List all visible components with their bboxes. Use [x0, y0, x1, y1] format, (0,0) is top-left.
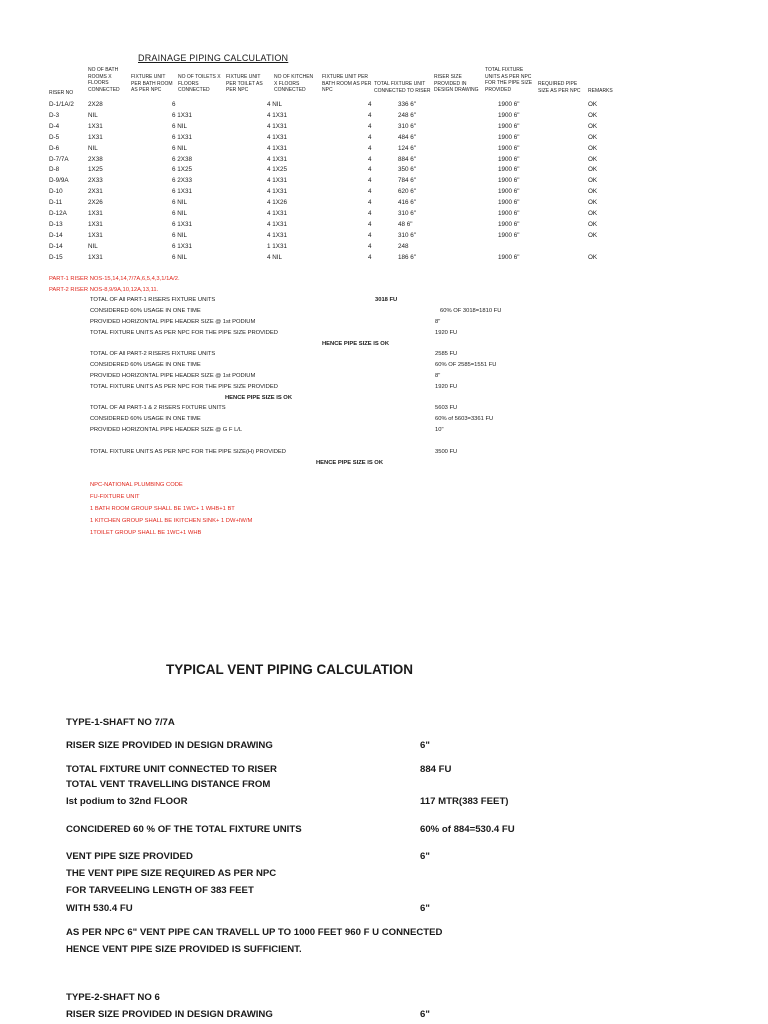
remarks-cell: OK	[588, 220, 598, 228]
p2-header-label: PROVIDED HORIZONTAL PIPE HEADER SIZE @ 1st PODIUM	[90, 373, 256, 379]
p2-npc-value: 1920 FU	[435, 384, 458, 390]
vent-considered-label: CONCIDERED 60 % OF THE TOTAL FIXTURE UNITS	[66, 824, 302, 835]
vent-pipe-value: 6"	[420, 851, 430, 862]
fu-kitchen-cell: 4	[368, 155, 372, 163]
total-npc-cell: 1900 6"	[498, 101, 520, 108]
kitchen-cell: 4 1X31	[267, 144, 287, 152]
total-fu-cell: 310 6"	[398, 210, 416, 217]
total-npc-cell: 1900 6"	[498, 177, 520, 185]
riser-no-cell: D-1/1A/2	[49, 101, 74, 108]
p1-npc-label: TOTAL FIXTURE UNITS AS PER NPC FOR THE PIPE SIZE PROVIDED	[90, 330, 278, 336]
remarks-cell: OK	[588, 177, 598, 185]
total-fu-cell: 336 6"	[398, 101, 416, 108]
fu-kitchen-cell: 4	[368, 242, 372, 250]
toilets-cell: 6 2X38	[172, 155, 192, 163]
vent-riser2-value: 6"	[420, 1009, 430, 1020]
note-kitchen-group: 1 KITCHEN GROUP SHALL BE IKITCHEN SINK+ 1 DW+IW/M	[90, 518, 253, 524]
vent-riser-label: RISER SIZE PROVIDED IN DESIGN DRAWING	[66, 740, 273, 751]
riser-no-cell: D-3	[49, 111, 60, 119]
bathrooms-cell: 1X31	[88, 133, 103, 141]
vent-type2: TYPE-2-SHAFT NO 6	[66, 992, 160, 1003]
total-npc-cell: 1900 6"	[498, 111, 520, 119]
fu-kitchen-cell: 4	[368, 188, 372, 196]
vent-dist-value: 117 MTR(383 FEET)	[420, 796, 509, 807]
remarks-cell: OK	[588, 155, 598, 163]
fu-kitchen-cell: 4	[368, 177, 372, 185]
fu-kitchen-cell: 4	[368, 133, 372, 141]
total-npc-cell: 1900 6"	[498, 144, 520, 152]
p12-result: HENCE PIPE SIZE IS OK	[316, 460, 384, 466]
kitchen-cell: 4 1X31	[267, 188, 287, 196]
toilets-cell: 6 NIL	[172, 231, 188, 239]
riser-no-cell: D-15	[49, 253, 63, 261]
note-bathroom-group: 1 BATH ROOM GROUP SHALL BE 1WC+ 1 WHB+1 BT	[90, 506, 235, 512]
vent-req-line-3: WITH 530.4 FU	[66, 903, 133, 914]
toilets-cell: 6 2X33	[172, 177, 192, 185]
total-fu-cell: 124 6"	[398, 144, 416, 152]
p12-header-value: 10"	[435, 427, 444, 433]
part1-risers: PART-1 RISER NOS-15,14,14,7/7A,6,5,4,3,1/1A/2.	[49, 276, 180, 282]
vent-pipe-label: VENT PIPE SIZE PROVIDED	[66, 851, 193, 862]
kitchen-cell: 4 1X31	[267, 155, 287, 163]
p12-total-value: 5603 FU	[435, 405, 458, 411]
total-fu-cell: 248 6"	[398, 111, 416, 119]
vent-considered-value: 60% of 884=530.4 FU	[420, 824, 515, 835]
total-npc-cell: 1900 6"	[498, 188, 520, 196]
vent-req-value: 6"	[420, 903, 430, 914]
riser-no-cell: D-5	[49, 133, 60, 141]
bathrooms-cell: 2X28	[88, 101, 103, 108]
note-fu: FU-FIXTURE UNIT	[90, 494, 140, 500]
p12-usage-label: CONSIDERED 60% USAGE IN ONE TIME	[90, 416, 201, 422]
total-fu-cell: 784 6"	[398, 177, 416, 185]
kitchen-cell: 4 1X31	[267, 210, 287, 217]
toilets-cell: 6 1X31	[172, 188, 192, 196]
vent-conclusion-2: HENCE VENT PIPE SIZE PROVIDED IS SUFFICIENT.	[66, 944, 302, 955]
header-fu-kitchen: FIXTURE UNIT PER BATH ROOM AS PER NPC	[322, 74, 372, 94]
toilets-cell: 6 NIL	[172, 144, 188, 152]
part2-risers: PART-2 RISER NOS-8,9/9A,10,12A,13,11.	[49, 287, 159, 293]
remarks-cell: OK	[588, 231, 598, 239]
p1-usage-value: 60% OF 3018=1810 FU	[440, 308, 502, 314]
bathrooms-cell: 1X31	[88, 220, 103, 228]
remarks-cell: OK	[588, 101, 598, 108]
total-npc-cell: 1900 6"	[498, 210, 520, 217]
header-fu-bath: FIXTURE UNIT PER BATH ROOM AS PER NPC	[131, 74, 173, 94]
header-riser-size: RISER SIZE PROVIDED IN DESIGN DRAWING	[434, 74, 479, 94]
toilets-cell: 6 1X31	[172, 133, 192, 141]
riser-no-cell: D-4	[49, 122, 60, 130]
p12-usage-value: 60% of 5603=3361 FU	[435, 416, 494, 422]
bathrooms-cell: NIL	[88, 242, 98, 250]
vent-fu-value: 884 FU	[420, 764, 452, 775]
total-fu-cell: 620 6"	[398, 188, 416, 196]
bathrooms-cell: 1X25	[88, 166, 103, 174]
total-fu-cell: 350 6"	[398, 166, 416, 174]
total-fu-cell: 484 6"	[398, 133, 416, 141]
fu-kitchen-cell: 4	[368, 166, 372, 174]
p12-npc-value: 3500 FU	[435, 449, 458, 455]
kitchen-cell: 4 1X31	[267, 122, 287, 130]
total-npc-cell: 1900 6"	[498, 122, 520, 130]
riser-no-cell: D-6	[49, 144, 60, 152]
p1-header-value: 8"	[435, 319, 441, 325]
fu-kitchen-cell: 4	[368, 111, 372, 119]
p2-total-value: 2585 FU	[435, 351, 458, 357]
remarks-cell: OK	[588, 166, 598, 174]
toilets-cell: 6 NIL	[172, 210, 188, 217]
header-remarks: REMARKS	[588, 88, 613, 94]
kitchen-cell: 4 1X31	[267, 133, 287, 141]
total-npc-cell: 1900 6"	[498, 133, 520, 141]
bathrooms-cell: 2X38	[88, 155, 103, 163]
header-bathrooms: NO OF BATH ROOMS X FLOORS CONNECTED	[88, 67, 120, 93]
bathrooms-cell: 1X31	[88, 210, 103, 217]
note-toilet-group: 1TOILET GROUP SHALL BE 1WC+1 WHB	[90, 530, 202, 536]
total-fu-cell: 884 6"	[398, 155, 416, 163]
p2-result: HENCE PIPE SIZE IS OK	[225, 395, 293, 401]
kitchen-cell: 4 NIL	[267, 101, 283, 108]
fu-kitchen-cell: 4	[368, 253, 372, 261]
p1-npc-value: 1920 FU	[435, 330, 458, 336]
riser-no-cell: D-13	[49, 220, 63, 228]
toilets-cell: 6 1X31	[172, 220, 192, 228]
bathrooms-cell: 1X31	[88, 253, 103, 261]
p12-header-label: PROVIDED HORIZONTAL PIPE HEADER SIZE @ G F L/L	[90, 427, 243, 433]
bathrooms-cell: NIL	[88, 111, 98, 119]
riser-no-cell: D-9/9A	[49, 177, 69, 185]
p1-total-label: TOTAL OF All PART-1 RISERS FIXTURE UNITS	[90, 297, 216, 303]
riser-no-cell: D-8	[49, 166, 60, 174]
fu-kitchen-cell: 4	[368, 220, 372, 228]
riser-no-cell: D-10	[49, 188, 63, 196]
total-fu-cell: 186 6"	[398, 253, 416, 261]
p2-usage-label: CONSIDERED 60% USAGE IN ONE TIME	[90, 362, 201, 368]
remarks-cell: OK	[588, 144, 598, 152]
p1-total-value: 3018 FU	[375, 297, 398, 303]
remarks-cell: OK	[588, 122, 598, 130]
remarks-cell: OK	[588, 111, 598, 119]
p12-npc-label: TOTAL FIXTURE UNITS AS PER NPC FOR THE PIPE SIZE(H) PROVIDED	[90, 449, 286, 455]
riser-no-cell: D-12A	[49, 210, 67, 217]
total-npc-cell: 1900 6"	[498, 155, 520, 163]
bathrooms-cell: 2X33	[88, 177, 103, 185]
vent-type1: TYPE-1-SHAFT NO 7/7A	[66, 717, 175, 728]
remarks-cell: OK	[588, 188, 598, 196]
kitchen-cell: 4 1X31	[267, 111, 287, 119]
total-npc-cell: 1900 6"	[498, 231, 520, 239]
total-fu-cell: 48 6"	[398, 220, 413, 228]
total-fu-cell: 310 6"	[398, 122, 416, 130]
bathrooms-cell: 2X26	[88, 199, 103, 207]
kitchen-cell: 4 1X31	[267, 177, 287, 185]
toilets-cell: 6 NIL	[172, 253, 188, 261]
header-fu-toilet: FIXTURE UNIT PER TOILET AS PER NPC	[226, 74, 263, 94]
bathrooms-cell: NIL	[88, 144, 98, 152]
bathrooms-cell: 2X31	[88, 188, 103, 196]
vent-req-line-2: FOR TARVEELING LENGTH OF 383 FEET	[66, 885, 254, 896]
remarks-cell: OK	[588, 199, 598, 207]
fu-bath-cell: 6	[172, 101, 176, 108]
header-total-fu: TOTAL FIXTURE UNIT CONNECTED TO RISER	[374, 81, 431, 94]
toilets-cell: 6 1X25	[172, 166, 192, 174]
toilets-cell: 6 NIL	[172, 122, 188, 130]
p1-header-label: PROVIDED HORIZONTAL PIPE HEADER SIZE @ 1st PODIUM	[90, 319, 256, 325]
vent-req-line-1: THE VENT PIPE SIZE REQUIRED AS PER NPC	[66, 868, 277, 879]
total-fu-cell: 416 6"	[398, 199, 416, 207]
kitchen-cell: 4 1X31	[267, 220, 287, 228]
kitchen-cell: 4 NIL	[267, 253, 283, 261]
kitchen-cell: 1 1X31	[267, 242, 287, 250]
vent-fu-label: TOTAL FIXTURE UNIT CONNECTED TO RISER	[66, 764, 277, 775]
p2-npc-label: TOTAL FIXTURE UNITS AS PER NPC FOR THE PIPE SIZE PROVIDED	[90, 384, 278, 390]
p1-usage-label: CONSIDERED 60% USAGE IN ONE TIME	[90, 308, 201, 314]
p2-total-label: TOTAL OF All PART-2 RISERS FIXTURE UNITS	[90, 351, 216, 357]
remarks-cell: OK	[588, 210, 598, 217]
total-fu-cell: 248	[398, 242, 409, 250]
vent-title: TYPICAL VENT PIPING CALCULATION	[166, 662, 414, 677]
fu-kitchen-cell: 4	[368, 199, 372, 207]
fu-kitchen-cell: 4	[368, 231, 372, 239]
p2-header-value: 8"	[435, 373, 441, 379]
vent-riser2-label: RISER SIZE PROVIDED IN DESIGN DRAWING	[66, 1009, 273, 1020]
riser-no-cell: D-14	[49, 231, 63, 239]
riser-no-cell: D-11	[49, 199, 63, 207]
bathrooms-cell: 1X31	[88, 122, 103, 130]
header-total-npc: TOTAL FIXTURE UNITS AS PER NPC FOR THE PIPE SIZE PROVIDED	[485, 67, 533, 93]
remarks-cell: OK	[588, 253, 598, 261]
fu-kitchen-cell: 4	[368, 122, 372, 130]
total-npc-cell: 1900 6"	[498, 220, 520, 228]
toilets-cell: 6 1X31	[172, 242, 192, 250]
drainage-title: DRAINAGE PIPING CALCULATION	[138, 53, 289, 63]
fu-kitchen-cell: 4	[368, 210, 372, 217]
header-riser-no: RISER NO	[49, 90, 74, 96]
total-fu-cell: 310 6"	[398, 231, 416, 239]
note-npc: NPC-NATIONAL PLUMBING CODE	[90, 482, 183, 488]
fu-kitchen-cell: 4	[368, 144, 372, 152]
total-npc-cell: 1900 6"	[498, 253, 520, 261]
vent-dist-label-1: TOTAL VENT TRAVELLING DISTANCE FROM	[66, 779, 271, 790]
header-required: REQUIRED PIPE SIZE AS PER NPC	[538, 81, 581, 94]
header-kitchen: NO OF KITCHEN X FLOORS CONNECTED	[274, 74, 314, 94]
total-npc-cell: 1900 6"	[498, 199, 520, 207]
toilets-cell: 6 NIL	[172, 199, 188, 207]
riser-no-cell: D-7/7A	[49, 155, 69, 163]
p12-total-label: TOTAL OF All PART-1 & 2 RISERS FIXTURE UNITS	[90, 405, 226, 411]
riser-no-cell: D-14	[49, 242, 63, 250]
vent-dist-label-2: Ist podium to 32nd FLOOR	[66, 796, 188, 807]
p1-result: HENCE PIPE SIZE IS OK	[322, 341, 390, 347]
total-npc-cell: 1900 6"	[498, 166, 520, 174]
vent-riser-value: 6"	[420, 740, 430, 751]
fu-kitchen-cell: 4	[368, 101, 372, 108]
kitchen-cell: 4 1X25	[267, 166, 287, 174]
header-toilets: NO OF TOILETS X FLOORS CONNECTED	[178, 74, 221, 94]
bathrooms-cell: 1X31	[88, 231, 103, 239]
kitchen-cell: 4 1X26	[267, 199, 287, 207]
kitchen-cell: 4 1X31	[267, 231, 287, 239]
remarks-cell: OK	[588, 133, 598, 141]
p2-usage-value: 60% OF 2585=1551 FU	[435, 362, 497, 368]
toilets-cell: 6 1X31	[172, 111, 192, 119]
vent-conclusion-1: AS PER NPC 6" VENT PIPE CAN TRAVELL UP TO 1000 FEET 960 F U CONNECTED	[66, 927, 443, 938]
